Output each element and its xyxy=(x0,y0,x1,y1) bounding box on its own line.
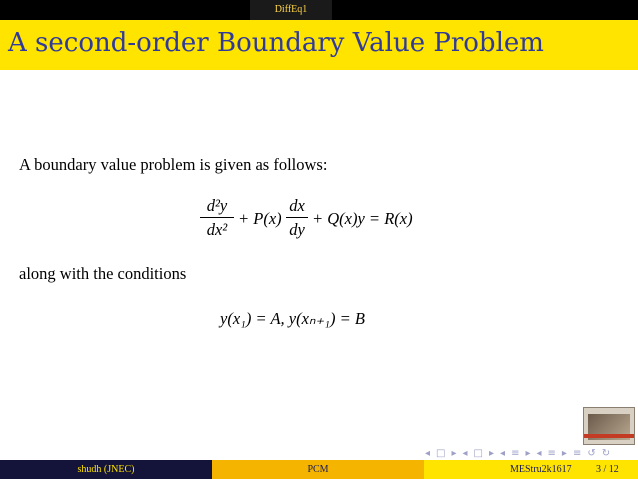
nav-prev-frame-icon[interactable]: ◂ xyxy=(425,448,431,459)
page-number: 3 / 12 xyxy=(596,464,619,475)
equation-middle-term: + P(x) xyxy=(238,209,282,228)
section-label[interactable]: DiffEq1 xyxy=(274,4,308,15)
nav-forward-icon[interactable]: ↻ xyxy=(601,448,611,459)
top-bar-left xyxy=(0,0,250,20)
nav-doc-icon[interactable]: ≡ xyxy=(547,448,556,459)
first-derivative-fraction xyxy=(286,196,308,239)
footer-author: shudh (JNEC) xyxy=(77,464,135,475)
top-bar-right xyxy=(332,0,638,20)
intro-paragraph: A boundary value problem is given as follows: xyxy=(19,155,328,174)
conditions-paragraph: along with the conditions xyxy=(19,264,187,283)
fraction-bar xyxy=(286,217,308,218)
beamer-navigation-symbols xyxy=(425,447,610,461)
footer-code: MEStru2k1617 xyxy=(510,464,572,475)
footer-bar xyxy=(0,460,638,479)
nav-prev-section-icon[interactable]: ◂ xyxy=(500,448,506,459)
nav-next-subsection-icon[interactable]: ▸ xyxy=(489,448,495,459)
nav-next-doc-icon[interactable]: ▸ xyxy=(561,448,567,459)
logo-stripe xyxy=(584,434,635,438)
fraction-bar xyxy=(200,217,234,218)
fraction-numerator: dx xyxy=(289,196,305,215)
slide-title: A second-order Boundary Value Problem xyxy=(8,28,544,58)
nav-subsection-icon[interactable]: □ xyxy=(473,448,483,459)
nav-frame-icon[interactable]: □ xyxy=(436,448,446,459)
equation-tail-term: + Q(x)y = R(x) xyxy=(312,209,413,228)
footer-institution: PCM xyxy=(307,464,329,475)
nav-toc-icon[interactable]: ≡ xyxy=(572,448,582,459)
nav-prev-subsection-icon[interactable]: ◂ xyxy=(462,448,468,459)
second-derivative-fraction xyxy=(200,196,234,239)
top-navigation-bar xyxy=(0,0,638,20)
fraction-denominator: dy xyxy=(289,220,305,239)
title-bar xyxy=(0,20,638,70)
fraction-numerator: d²y xyxy=(206,196,228,215)
institution-logo xyxy=(583,407,635,445)
nav-prev-doc-icon[interactable]: ◂ xyxy=(536,448,542,459)
nav-next-frame-icon[interactable]: ▸ xyxy=(451,448,457,459)
boundary-conditions: y(x₁) = A, y(xₙ₊₁) = B xyxy=(220,309,365,328)
nav-next-section-icon[interactable]: ▸ xyxy=(525,448,531,459)
nav-back-icon[interactable]: ↺ xyxy=(587,448,596,459)
fraction-denominator: dx² xyxy=(206,220,228,239)
nav-section-icon[interactable]: ≡ xyxy=(511,448,520,459)
